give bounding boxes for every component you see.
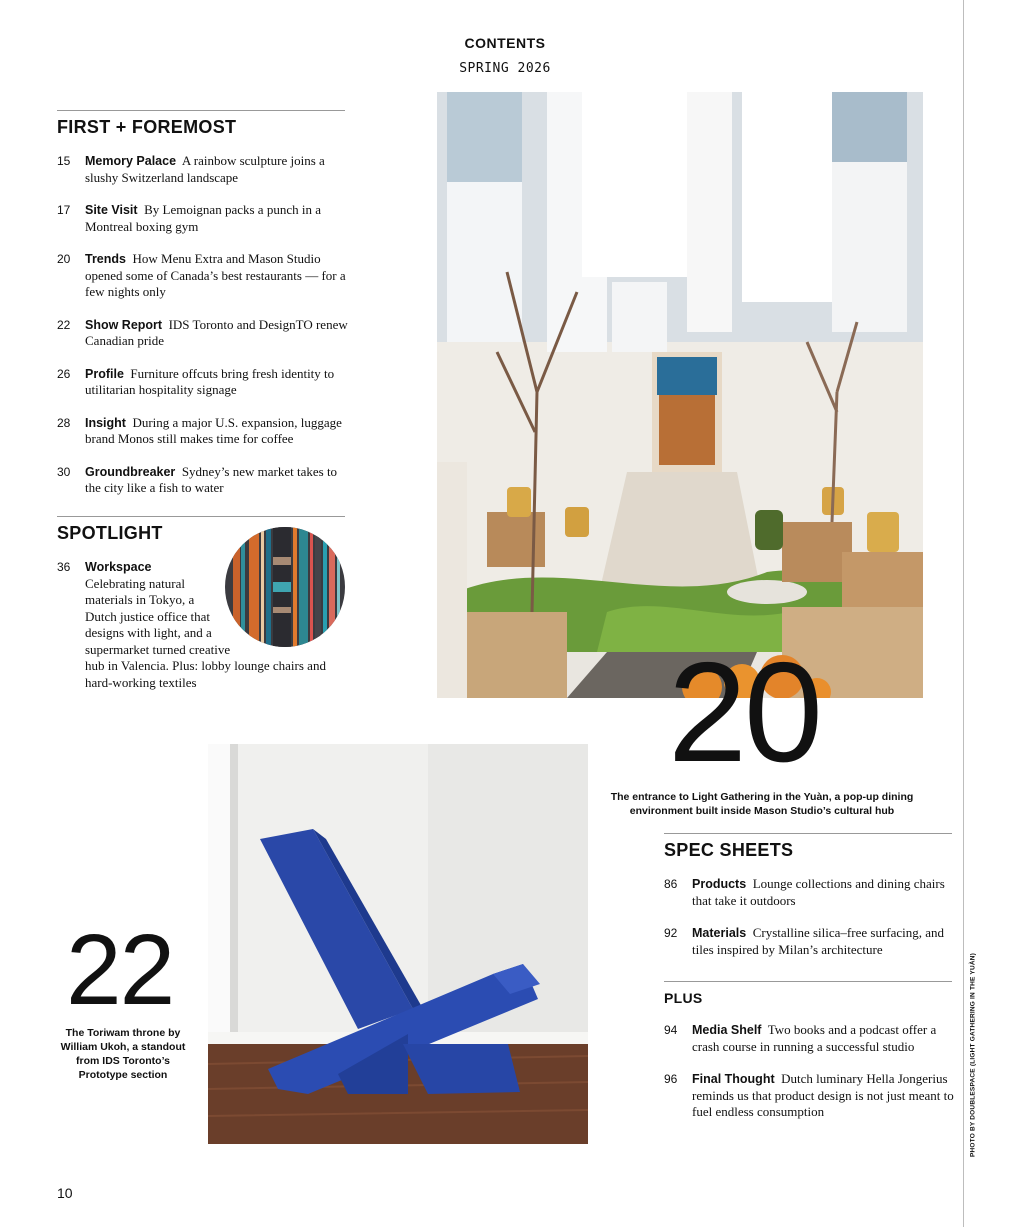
toc-page-number: 28 [57, 415, 71, 430]
toc-page-number: 36 [57, 560, 71, 574]
toc-item-title: Profile [85, 366, 124, 381]
toc-item[interactable] [57, 366, 349, 399]
contents-title: CONTENTS [464, 35, 546, 51]
divider [57, 516, 345, 517]
toc-page-number: 17 [57, 203, 71, 217]
toc-item-description: By Lemoignan packs a punch in a Montreal boxing gym [85, 202, 321, 234]
toc-item-title: Site Visit [85, 203, 138, 217]
toc-page-number: 86 [664, 877, 678, 891]
toc-item[interactable] [57, 464, 349, 497]
feature-page-number: 20 [668, 633, 820, 792]
toc-item-description: Sydney’s new market takes to the city like a fish to water [85, 463, 338, 495]
toc-item[interactable] [664, 1022, 954, 1055]
toc-page-number: 96 [664, 1072, 678, 1086]
feature-photo-toriwam-throne [208, 744, 588, 1144]
toc-page-number: 20 [57, 252, 71, 266]
toc-item-description: Celebrating natural materials in Tokyo, a Dutch justice office that designs with light, and a supermarket turned creative hub in Valencia. Plus: lobby lounge chairs and hard-working textiles [85, 575, 326, 690]
toc-item[interactable] [664, 876, 954, 909]
section-heading-spec-sheets: SPEC SHEETS [664, 840, 794, 860]
toc-item-title: Groundbreaker [85, 464, 176, 479]
divider [664, 981, 952, 982]
toc-page-number: 15 [57, 154, 71, 168]
toc-item[interactable] [57, 202, 349, 235]
photo-credit-text: PHOTO BY DOUBLESPACE (LIGHT GATHERING IN THE YUÀN) [969, 952, 977, 1158]
photo-credit [962, 952, 984, 1158]
toc-page-number: 30 [57, 464, 71, 479]
section-heading-spotlight: SPOTLIGHT [57, 523, 163, 543]
toc-item-description: A rainbow sculpture joins a slushy Switzerland landscape [85, 153, 325, 185]
toc-item-description: How Menu Extra and Mason Studio opened some of Canada’s best restaurants — for a few nights only [85, 251, 346, 299]
spec-sheets-list [664, 876, 954, 974]
toc-item-title: Memory Palace [85, 154, 177, 168]
feature-page-number: 22 [66, 914, 174, 1026]
toc-item[interactable] [57, 153, 349, 186]
divider [664, 833, 952, 834]
first-foremost-list [57, 153, 349, 513]
plus-list [664, 1022, 954, 1137]
toc-item[interactable] [57, 317, 349, 350]
toc-item-title: Materials [692, 926, 747, 940]
toc-item-description: Dutch luminary Hella Jongerius reminds us that product design is not just meant to fuel endless consumption [692, 1071, 954, 1119]
toc-item-title: Workspace [85, 560, 152, 574]
toc-item[interactable] [664, 925, 954, 958]
toc-item-description: Lounge collections and dining chairs that take it outdoors [692, 876, 945, 908]
feature-photo-light-gathering [437, 92, 923, 698]
page-number: 10 [57, 1185, 73, 1201]
toc-item-title: Trends [85, 252, 126, 266]
toc-item-title: Media Shelf [692, 1023, 762, 1037]
toc-item-description: Crystalline silica–free surfacing, and tiles inspired by Milan’s architecture [692, 925, 945, 957]
toc-item-description: IDS Toronto and DesignTO renew Canadian pride [85, 316, 348, 348]
section-heading-first-foremost: FIRST + FOREMOST [57, 117, 237, 137]
feature-photo-caption: The entrance to Light Gathering in the Yuàn, a pop-up dining environment built inside Mason Studio’s cultural hub [610, 791, 914, 817]
feature-photo-caption: The Toriwam throne by William Ukoh, a standout from IDS Toronto’s Prototype section [60, 1027, 186, 1081]
toc-item[interactable] [57, 559, 342, 691]
toc-page-number: 94 [664, 1023, 678, 1037]
toc-page-number: 92 [664, 926, 678, 940]
toc-item-description: Furniture offcuts bring fresh identity to utilitarian hospitality signage [85, 365, 335, 397]
divider [57, 110, 345, 111]
toc-item-description: During a major U.S. expansion, luggage brand Monos still makes time for coffee [85, 414, 342, 446]
toc-page-number: 26 [57, 366, 71, 381]
toc-item-title: Products [692, 877, 747, 891]
toc-item-title: Insight [85, 415, 126, 430]
toc-item-title: Show Report [85, 317, 163, 332]
issue-label: SPRING 2026 [459, 61, 551, 76]
section-heading-plus: PLUS [664, 990, 703, 1006]
toc-item[interactable] [57, 251, 349, 301]
toc-item-description: Two books and a podcast offer a crash course in running a successful studio [692, 1022, 937, 1054]
toc-item[interactable] [57, 415, 349, 448]
toc-item[interactable] [664, 1071, 954, 1121]
toc-page-number: 22 [57, 317, 71, 332]
toc-item-title: Final Thought [692, 1072, 775, 1086]
